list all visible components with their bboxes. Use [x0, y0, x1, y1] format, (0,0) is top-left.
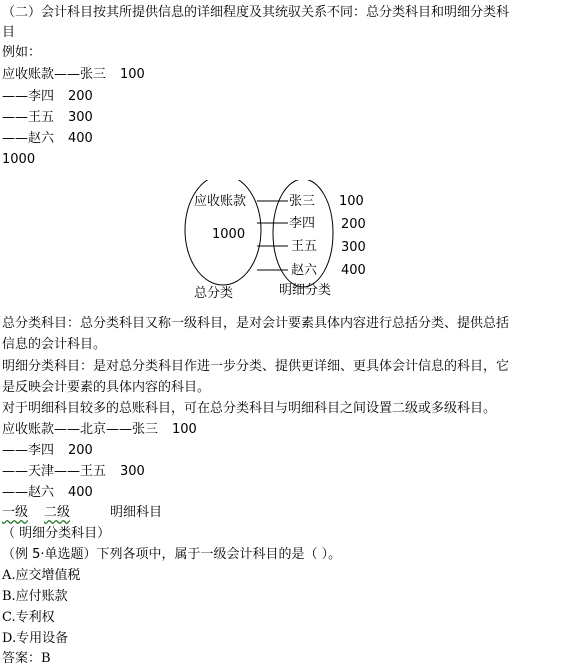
example1-row: [2, 87, 93, 107]
diagram-right-caption: 明细分类: [279, 283, 332, 298]
definition-detail-2: 是反映会计要素的具体内容的科目。: [2, 380, 211, 395]
example2-account: ——天津——王五: [2, 464, 107, 479]
example2-row: [2, 462, 145, 482]
question-stem: （例 5·单选题）下列各项中，属于一级会计科目的是（ ）。: [2, 547, 342, 562]
example2-amount: 300: [120, 464, 145, 479]
example1-row: [2, 129, 93, 149]
level-legend: [2, 503, 162, 523]
diagram-sub-value: 300: [341, 240, 366, 255]
example2-row: [2, 420, 197, 440]
example1-amount: 200: [68, 89, 93, 104]
example2-amount: 200: [68, 443, 93, 458]
level-detail: 明细科目: [110, 505, 163, 520]
diagram-left-caption: 总分类: [194, 286, 234, 301]
multilevel-note: 对于明细科目较多的总账科目，可在总分类科目与明细科目之间设置二级或多级科目。: [2, 401, 497, 416]
definition-general-2: 信息的会计科目。: [2, 337, 107, 352]
example1-account: ——赵六: [2, 131, 55, 146]
option-d: D.专用设备: [2, 631, 69, 646]
example-label: 例如：: [2, 45, 42, 60]
example1-account: 应收账款——张三: [2, 67, 107, 82]
example2-row: [2, 483, 93, 503]
ledger-diagram: [180, 180, 380, 305]
example2-account: ——李四: [2, 443, 55, 458]
example1-account: ——王五: [2, 110, 55, 125]
diagram-sub-name: 李四: [289, 216, 316, 231]
diagram-sub-value: 400: [341, 263, 366, 278]
example1-row: [2, 65, 145, 85]
example1-row: [2, 108, 93, 128]
diagram-sub-name: 张三: [289, 194, 316, 209]
diagram-ledger-total: 1000: [212, 227, 246, 242]
diagram-sub-value: 200: [341, 217, 366, 232]
level-second: 二级: [44, 505, 71, 520]
example2-account: 应收账款——北京——张三: [2, 422, 159, 437]
heading-line-2: 目: [2, 25, 16, 40]
example1-account: ——李四: [2, 89, 55, 104]
example2-row: [2, 441, 93, 461]
diagram-sub-name: 赵六: [291, 263, 318, 278]
level-first: 一级: [2, 505, 29, 520]
example2-amount: 400: [68, 485, 93, 500]
option-b: B.应付账款: [2, 589, 68, 604]
diagram-ledger-label: 应收账款: [194, 194, 247, 209]
detail-paren: （ 明细分类科目）: [2, 526, 111, 541]
example2-amount: 100: [172, 422, 197, 437]
definition-general-1: 总分类科目：总分类科目又称一级科目，是对会计要素具体内容进行总括分类、提供总括: [2, 316, 510, 331]
example1-total: 1000: [2, 152, 36, 167]
diagram-sub-value: 100: [339, 194, 364, 209]
example2-account: ——赵六: [2, 485, 55, 500]
definition-detail-1: 明细分类科目：是对总分类科目作进一步分类、提供更详细、更具体会计信息的科目，它: [2, 359, 510, 374]
diagram-sub-name: 王五: [291, 239, 318, 254]
option-c: C.专利权: [2, 610, 55, 625]
example1-amount: 100: [120, 67, 145, 82]
example1-amount: 400: [68, 131, 93, 146]
option-a: A.应交增值税: [2, 568, 81, 583]
example1-amount: 300: [68, 110, 93, 125]
answer: 答案：B: [2, 651, 51, 666]
heading-line-1: （二）会计科目按其所提供信息的详细程度及其统驭关系不同：总分类科目和明细分类科: [2, 5, 510, 20]
